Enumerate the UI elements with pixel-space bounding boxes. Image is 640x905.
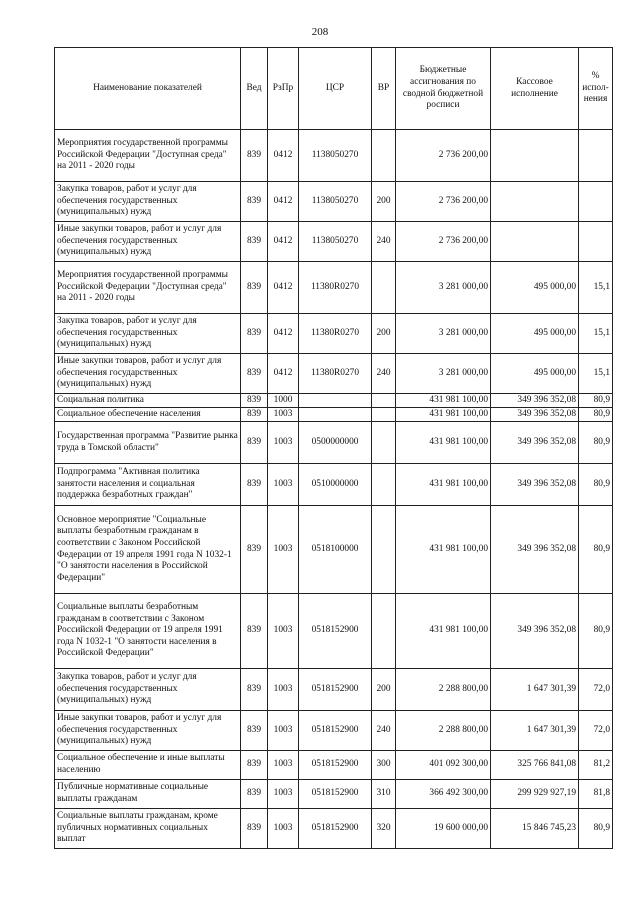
table-row (55, 594, 613, 669)
table-row (55, 464, 613, 506)
row-name: Социальная политика (55, 394, 241, 408)
row-csr: 11380R0270 (299, 354, 372, 394)
budget-execution-table (54, 47, 613, 849)
row-vr (372, 506, 396, 594)
row-cash: 349 396 352,08 (491, 394, 579, 408)
row-cash: 15 846 745,23 (491, 809, 579, 849)
row-percent: 80,9 (579, 408, 613, 422)
table-row (55, 394, 613, 408)
row-vr: 200 (372, 669, 396, 711)
row-csr (299, 408, 372, 422)
row-csr: 0518152900 (299, 751, 372, 780)
row-budget: 2 736 200,00 (396, 182, 491, 222)
row-vr: 200 (372, 182, 396, 222)
row-rzpr: 1003 (268, 408, 299, 422)
row-budget: 431 981 100,00 (396, 394, 491, 408)
row-vr (372, 422, 396, 464)
row-rzpr: 1003 (268, 809, 299, 849)
row-name: Социальное обеспечение населения (55, 408, 241, 422)
table-header-row (55, 48, 613, 130)
row-rzpr: 1003 (268, 422, 299, 464)
row-ved: 839 (241, 594, 268, 669)
row-cash: 349 396 352,08 (491, 422, 579, 464)
row-rzpr: 1003 (268, 464, 299, 506)
row-cash: 299 929 927,19 (491, 780, 579, 809)
row-vr (372, 408, 396, 422)
header-name: Наименование показателей (55, 48, 241, 130)
row-vr (372, 394, 396, 408)
row-rzpr: 1003 (268, 669, 299, 711)
row-ved: 839 (241, 354, 268, 394)
row-ved: 839 (241, 669, 268, 711)
row-ved: 839 (241, 222, 268, 262)
row-cash: 349 396 352,08 (491, 506, 579, 594)
table-row (55, 669, 613, 711)
row-rzpr: 1003 (268, 711, 299, 751)
row-csr: 11380R0270 (299, 262, 372, 314)
row-csr: 1138050270 (299, 130, 372, 182)
row-name: Иные закупки товаров, работ и услуг для обеспечения государственных (муниципальных) нужд (55, 711, 241, 751)
table-row (55, 222, 613, 262)
row-vr (372, 464, 396, 506)
row-ved: 839 (241, 408, 268, 422)
row-percent: 80,9 (579, 594, 613, 669)
row-budget: 2 288 800,00 (396, 669, 491, 711)
row-vr: 240 (372, 354, 396, 394)
row-ved: 839 (241, 506, 268, 594)
table-row (55, 711, 613, 751)
row-ved: 839 (241, 464, 268, 506)
row-cash: 1 647 301,39 (491, 711, 579, 751)
table-row (55, 780, 613, 809)
row-budget: 431 981 100,00 (396, 594, 491, 669)
row-name: Подпрограмма "Активная политика занятости населения и социальная поддержка безработных граждан" (55, 464, 241, 506)
row-budget: 3 281 000,00 (396, 354, 491, 394)
row-rzpr: 0412 (268, 182, 299, 222)
header-cash: Кассовое исполнение (491, 48, 579, 130)
row-ved: 839 (241, 182, 268, 222)
row-rzpr: 0412 (268, 354, 299, 394)
row-percent: 80,9 (579, 506, 613, 594)
row-name: Мероприятия государственной программы Российской Федерации "Доступная среда" на 2011 - 2020 годы (55, 262, 241, 314)
row-name: Публичные нормативные социальные выплаты гражданам (55, 780, 241, 809)
row-ved: 839 (241, 809, 268, 849)
row-name: Социальное обеспечение и иные выплаты населению (55, 751, 241, 780)
row-rzpr: 1003 (268, 506, 299, 594)
row-budget: 401 092 300,00 (396, 751, 491, 780)
row-percent: 80,9 (579, 394, 613, 408)
row-csr: 0500000000 (299, 422, 372, 464)
row-rzpr: 1000 (268, 394, 299, 408)
row-cash: 349 396 352,08 (491, 594, 579, 669)
row-csr: 0518152900 (299, 669, 372, 711)
row-ved: 839 (241, 422, 268, 464)
row-name: Иные закупки товаров, работ и услуг для обеспечения государственных (муниципальных) нужд (55, 354, 241, 394)
row-percent (579, 130, 613, 182)
table-row (55, 751, 613, 780)
table-row (55, 408, 613, 422)
row-cash: 349 396 352,08 (491, 408, 579, 422)
row-rzpr: 0412 (268, 222, 299, 262)
row-budget: 431 981 100,00 (396, 506, 491, 594)
row-ved: 839 (241, 262, 268, 314)
row-cash (491, 222, 579, 262)
row-vr: 310 (372, 780, 396, 809)
table-row (55, 314, 613, 354)
row-budget: 2 288 800,00 (396, 711, 491, 751)
table-row (55, 130, 613, 182)
row-name: Иные закупки товаров, работ и услуг для обеспечения государственных (муниципальных) нужд (55, 222, 241, 262)
row-csr: 1138050270 (299, 222, 372, 262)
row-rzpr: 1003 (268, 751, 299, 780)
row-rzpr: 0412 (268, 130, 299, 182)
row-vr: 240 (372, 711, 396, 751)
row-percent: 80,9 (579, 809, 613, 849)
table-row (55, 182, 613, 222)
row-rzpr: 1003 (268, 780, 299, 809)
row-budget: 366 492 300,00 (396, 780, 491, 809)
row-cash: 495 000,00 (491, 262, 579, 314)
row-ved: 839 (241, 780, 268, 809)
row-budget: 431 981 100,00 (396, 422, 491, 464)
row-csr: 0510000000 (299, 464, 372, 506)
row-ved: 839 (241, 314, 268, 354)
row-cash (491, 182, 579, 222)
row-percent (579, 222, 613, 262)
row-ved: 839 (241, 751, 268, 780)
row-csr: 0518100000 (299, 506, 372, 594)
row-budget: 2 736 200,00 (396, 130, 491, 182)
page-number: 208 (311, 26, 329, 38)
row-ved: 839 (241, 394, 268, 408)
header-budget: Бюджетные ассигнования по сводной бюджетной росписи (396, 48, 491, 130)
row-name: Основное мероприятие "Социальные выплаты безработным гражданам в соответствии с Законом Российской Федерации от 19 апреля 1991 года N 1032-1 "О занятости населения в Российской Федерации" (55, 506, 241, 594)
row-budget: 3 281 000,00 (396, 314, 491, 354)
row-cash: 325 766 841,08 (491, 751, 579, 780)
table-row (55, 422, 613, 464)
row-vr (372, 594, 396, 669)
row-csr: 0518152900 (299, 711, 372, 751)
row-percent: 81,8 (579, 780, 613, 809)
row-csr: 0518152900 (299, 780, 372, 809)
table-row (55, 354, 613, 394)
row-name: Социальные выплаты безработным гражданам в соответствии с Законом Российской Федерации от 19 апреля 1991 года N 1032-1 "О занятости населения в Российской Федерации" (55, 594, 241, 669)
row-csr: 0518152900 (299, 594, 372, 669)
row-csr: 1138050270 (299, 182, 372, 222)
header-rzpr: РзПр (268, 48, 299, 130)
row-vr (372, 130, 396, 182)
table-row (55, 809, 613, 849)
row-budget: 431 981 100,00 (396, 464, 491, 506)
row-vr: 320 (372, 809, 396, 849)
row-percent: 15,1 (579, 262, 613, 314)
row-percent: 80,9 (579, 464, 613, 506)
row-name: Социальные выплаты гражданам, кроме публичных нормативных социальных выплат (55, 809, 241, 849)
row-ved: 839 (241, 711, 268, 751)
row-name: Закупка товаров, работ и услуг для обеспечения государственных (муниципальных) нужд (55, 669, 241, 711)
row-percent: 81,2 (579, 751, 613, 780)
row-cash: 349 396 352,08 (491, 464, 579, 506)
row-rzpr: 1003 (268, 594, 299, 669)
row-percent: 72,0 (579, 711, 613, 751)
row-vr: 240 (372, 222, 396, 262)
row-rzpr: 0412 (268, 262, 299, 314)
row-budget: 3 281 000,00 (396, 262, 491, 314)
row-csr: 11380R0270 (299, 314, 372, 354)
row-cash: 495 000,00 (491, 314, 579, 354)
header-csr: ЦСР (299, 48, 372, 130)
header-ved: Вед (241, 48, 268, 130)
row-cash (491, 130, 579, 182)
row-percent: 15,1 (579, 314, 613, 354)
header-percent: % испол-нения (579, 48, 613, 130)
row-ved: 839 (241, 130, 268, 182)
row-csr: 0518152900 (299, 809, 372, 849)
row-budget: 431 981 100,00 (396, 408, 491, 422)
row-csr (299, 394, 372, 408)
row-percent (579, 182, 613, 222)
row-budget: 2 736 200,00 (396, 222, 491, 262)
row-rzpr: 0412 (268, 314, 299, 354)
row-budget: 19 600 000,00 (396, 809, 491, 849)
table-row (55, 506, 613, 594)
row-name: Мероприятия государственной программы Российской Федерации "Доступная среда" на 2011 - 2020 годы (55, 130, 241, 182)
row-vr: 300 (372, 751, 396, 780)
row-cash: 1 647 301,39 (491, 669, 579, 711)
row-percent: 72,0 (579, 669, 613, 711)
table-row (55, 262, 613, 314)
row-cash: 495 000,00 (491, 354, 579, 394)
row-percent: 15,1 (579, 354, 613, 394)
row-name: Закупка товаров, работ и услуг для обеспечения государственных (муниципальных) нужд (55, 182, 241, 222)
header-vr: ВР (372, 48, 396, 130)
row-percent: 80,9 (579, 422, 613, 464)
row-vr (372, 262, 396, 314)
row-name: Государственная программа "Развитие рынка труда в Томской области" (55, 422, 241, 464)
row-vr: 200 (372, 314, 396, 354)
row-name: Закупка товаров, работ и услуг для обеспечения государственных (муниципальных) нужд (55, 314, 241, 354)
